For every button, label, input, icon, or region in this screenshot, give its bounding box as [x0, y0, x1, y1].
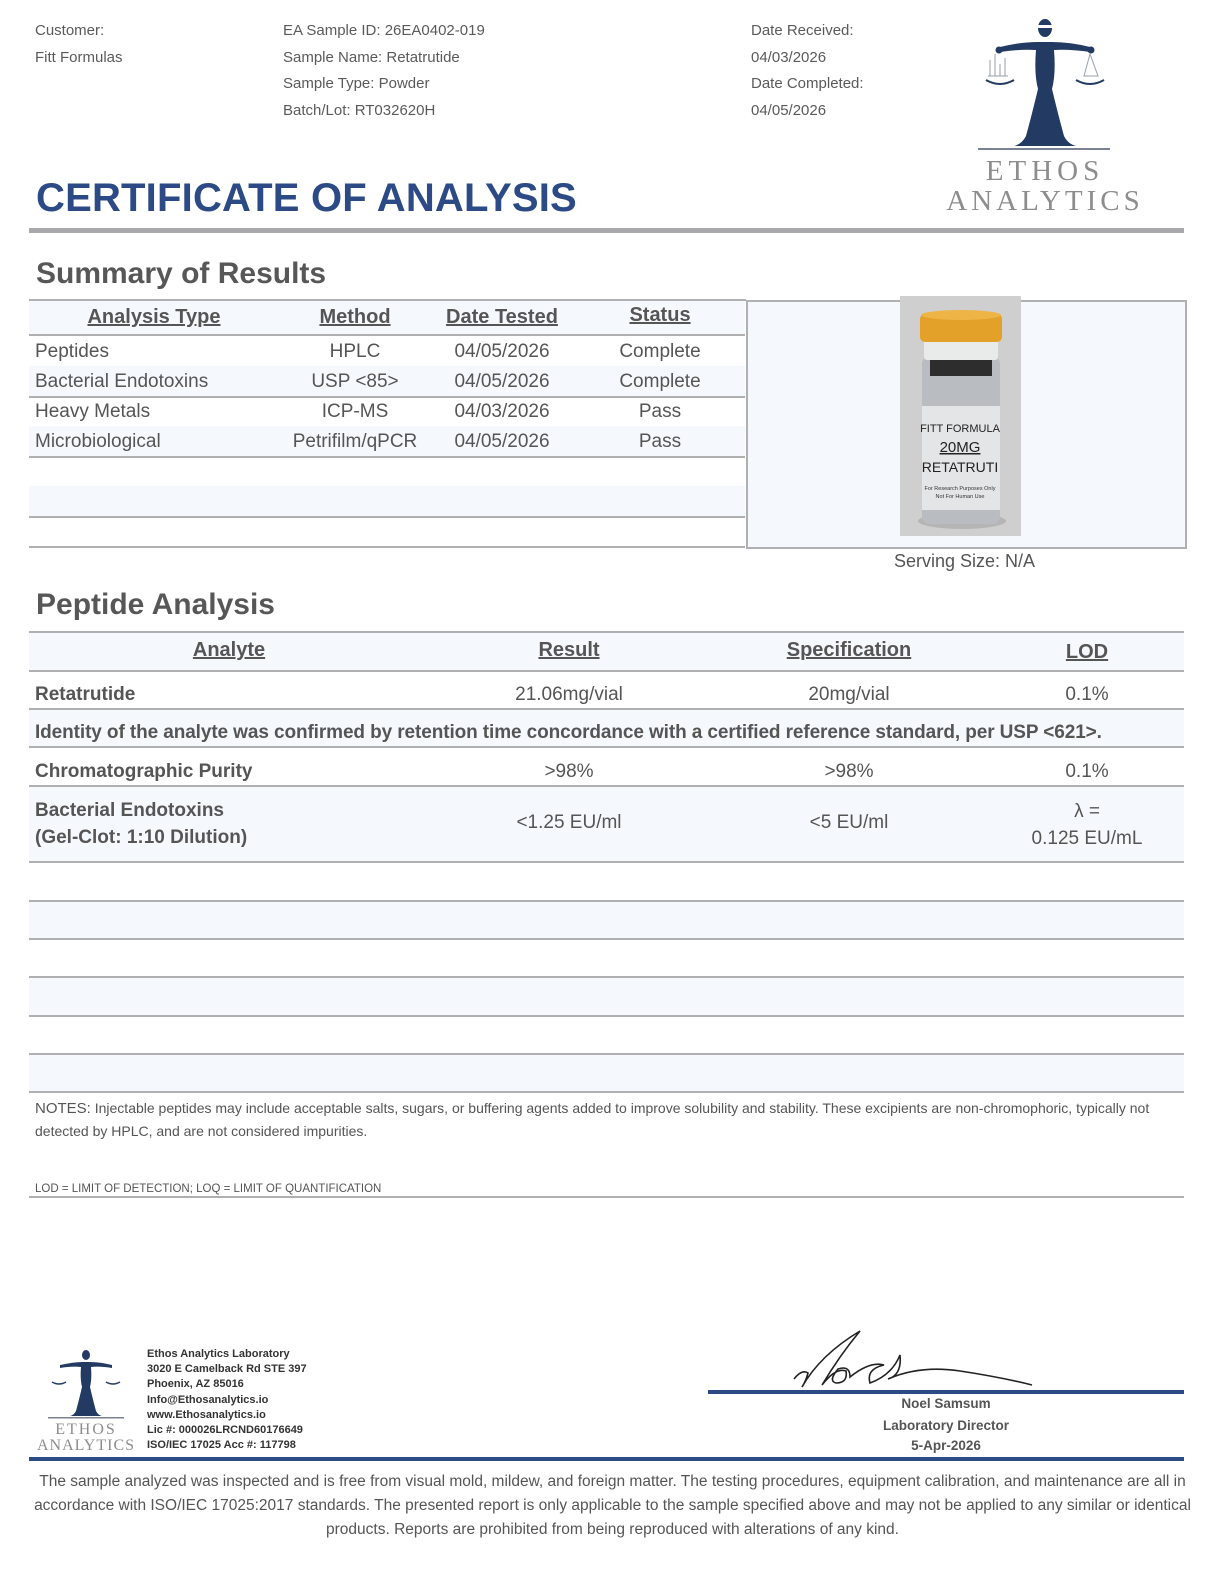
customer-label: Customer:	[35, 22, 105, 39]
lab-address-1: 3020 E Camelback Rd STE 397	[147, 1363, 307, 1376]
method: ICP-MS	[321, 401, 389, 422]
analysis-type: Heavy Metals	[35, 401, 151, 422]
footer-logo-ethos: ETHOS	[55, 1421, 117, 1438]
analysis-type: Microbiological	[35, 431, 161, 452]
peptide-row	[29, 787, 1184, 863]
lab-accreditation: ISO/IEC 17025 Acc #: 117798	[147, 1439, 296, 1452]
identity-note-row	[29, 710, 1184, 748]
vial-fine-print-1: For Research Purposes Only	[924, 486, 996, 492]
serving-size: Serving Size: N/A	[893, 551, 1036, 571]
customer-value: Fitt Formulas	[35, 48, 123, 66]
summary-row	[29, 426, 745, 458]
peptide-row-empty	[29, 863, 1184, 902]
specification: 20mg/vial	[808, 684, 890, 705]
sample-id: EA Sample ID: 26EA0402-019	[283, 22, 485, 39]
peptide-header-row	[29, 633, 1184, 672]
footer-divider	[29, 1457, 1184, 1461]
col-analysis-type: Analysis Type	[87, 306, 221, 328]
lod	[989, 798, 1185, 852]
analyte-method: (Gel-Clot: 1:10 Dilution)	[35, 827, 248, 848]
result: >98%	[544, 761, 594, 782]
vial-product-text: RETATRUTI	[921, 459, 999, 475]
ethos-logo	[940, 14, 1160, 219]
peptide-row-empty	[29, 1017, 1184, 1055]
status: Complete	[619, 341, 701, 362]
customer-block	[35, 18, 123, 71]
page-title: CERTIFICATE OF ANALYSIS	[36, 176, 577, 220]
sign-date: 5-Apr-2026	[911, 1438, 981, 1453]
signature-line	[708, 1390, 1184, 1394]
signer-name: Noel Samsum	[901, 1396, 991, 1411]
lod: 0.1%	[1065, 761, 1109, 782]
status: Pass	[638, 431, 682, 452]
status: Pass	[638, 401, 682, 422]
lod-lambda: λ =	[1074, 801, 1100, 822]
col-status: Status	[629, 304, 691, 326]
date-tested: 04/05/2026	[454, 341, 550, 362]
signature-icon	[780, 1325, 1050, 1393]
peptide-row-empty	[29, 902, 1184, 940]
logo-line-ethos: ETHOS	[985, 155, 1105, 187]
date-tested: 04/03/2026	[454, 401, 550, 422]
lab-address-2: Phoenix, AZ 85016	[147, 1378, 244, 1391]
peptide-row-empty	[29, 978, 1184, 1017]
col-date-tested: Date Tested	[446, 306, 558, 328]
result: 21.06mg/vial	[515, 684, 623, 705]
summary-header-row	[29, 301, 745, 336]
method: HPLC	[329, 341, 381, 362]
summary-row	[29, 366, 745, 398]
vial-dose-text: 20MG	[939, 439, 981, 456]
date-tested: 04/05/2026	[454, 431, 550, 452]
logo-line-analytics: ANALYTICS	[946, 185, 1144, 217]
col-lod: LOD	[1065, 641, 1109, 663]
analyte: Retatrutide	[35, 684, 136, 705]
lod: 0.1%	[1065, 684, 1109, 705]
lady-justice-icon	[940, 14, 1160, 154]
lod-value: 0.125 EU/mL	[1031, 828, 1143, 849]
vial-icon	[900, 296, 1021, 536]
footer-logo-analytics: ANALYTICS	[36, 1437, 136, 1454]
date-tested: 04/05/2026	[454, 371, 550, 392]
specification: <5 EU/ml	[809, 812, 889, 833]
date-completed-value: 04/05/2026	[751, 101, 827, 119]
vial-fine-print-2: Not For Human Use	[935, 494, 985, 500]
date-received-value: 04/03/2026	[751, 48, 827, 66]
vial-brand-text: FITT FORMULA	[920, 423, 1000, 435]
summary-row-empty	[29, 456, 745, 488]
sample-name: Sample Name: Retatrutide	[283, 48, 460, 66]
col-result: Result	[538, 639, 600, 661]
summary-row	[29, 396, 745, 428]
analysis-type: Bacterial Endotoxins	[35, 371, 209, 392]
sample-vial-photo	[900, 296, 1021, 536]
date-completed-label: Date Completed:	[751, 75, 864, 92]
lab-contact-info	[147, 1347, 307, 1453]
disclaimer: The sample analyzed was inspected and is free from visual mold, mildew, and foreign matter. The testing procedures, equipment calibration, and maintenance are all in accordance with ISO/IEC 17025:2017 standards. The presented report is only applicable to the sample specified above and may not be applied to any similar or identical products. Reports are prohibited from being reproduced with alterations of any kind.	[34, 1473, 1191, 1538]
lab-name: Ethos Analytics Laboratory	[147, 1348, 290, 1360]
col-specification: Specification	[786, 639, 912, 661]
analyte: Chromatographic Purity	[35, 761, 253, 782]
lod-legend: LOD = LIMIT OF DETECTION; LOQ = LIMIT OF QUANTIFICATION	[35, 1183, 382, 1195]
peptide-heading: Peptide Analysis	[36, 588, 275, 621]
method: Petrifilm/qPCR	[292, 431, 418, 452]
notes-divider	[29, 1196, 1184, 1198]
peptide-row-empty	[29, 1055, 1184, 1093]
analysis-type: Peptides	[35, 341, 109, 362]
summary-row-empty	[29, 516, 745, 548]
result: <1.25 EU/ml	[516, 812, 622, 833]
lab-website[interactable]: www.Ethosanalytics.io	[147, 1408, 266, 1421]
notes-label: NOTES:	[35, 1100, 91, 1117]
col-analyte: Analyte	[192, 639, 266, 661]
notes	[35, 1097, 1185, 1142]
title-divider	[29, 228, 1184, 233]
summary-heading: Summary of Results	[36, 257, 327, 290]
col-method: Method	[319, 306, 391, 328]
lab-license: Lic #: 000026LRCND60176649	[147, 1424, 303, 1437]
analyte	[35, 797, 247, 851]
peptide-row-empty	[29, 940, 1184, 978]
lady-justice-icon	[30, 1348, 142, 1420]
status: Complete	[619, 371, 701, 392]
date-received-label: Date Received:	[751, 22, 854, 39]
batch-lot: Batch/Lot: RT032620H	[283, 101, 436, 119]
summary-row	[29, 336, 745, 368]
specification: >98%	[824, 761, 874, 782]
sample-type: Sample Type: Powder	[283, 75, 430, 92]
summary-row-empty	[29, 486, 745, 518]
identity-note: Identity of the analyte was confirmed by retention time concordance with a certified reference standard, per USP <621>.	[35, 722, 1102, 743]
method: USP <85>	[311, 371, 399, 392]
peptide-row	[29, 672, 1184, 710]
footer-logo	[30, 1348, 142, 1456]
notes-text: Injectable peptides may include acceptable salts, sugars, or buffering agents added to improve solubility and stability. These excipients are non-chromophoric, typically not detected by HPLC, and are not considered impurities.	[35, 1100, 1150, 1139]
signer-title: Laboratory Director	[882, 1418, 1010, 1433]
dates-block	[751, 18, 864, 124]
lab-email[interactable]: Info@Ethosanalytics.io	[147, 1393, 269, 1406]
analyte-name: Bacterial Endotoxins	[35, 800, 224, 821]
peptide-row	[29, 748, 1184, 787]
sample-info-block	[283, 18, 485, 124]
